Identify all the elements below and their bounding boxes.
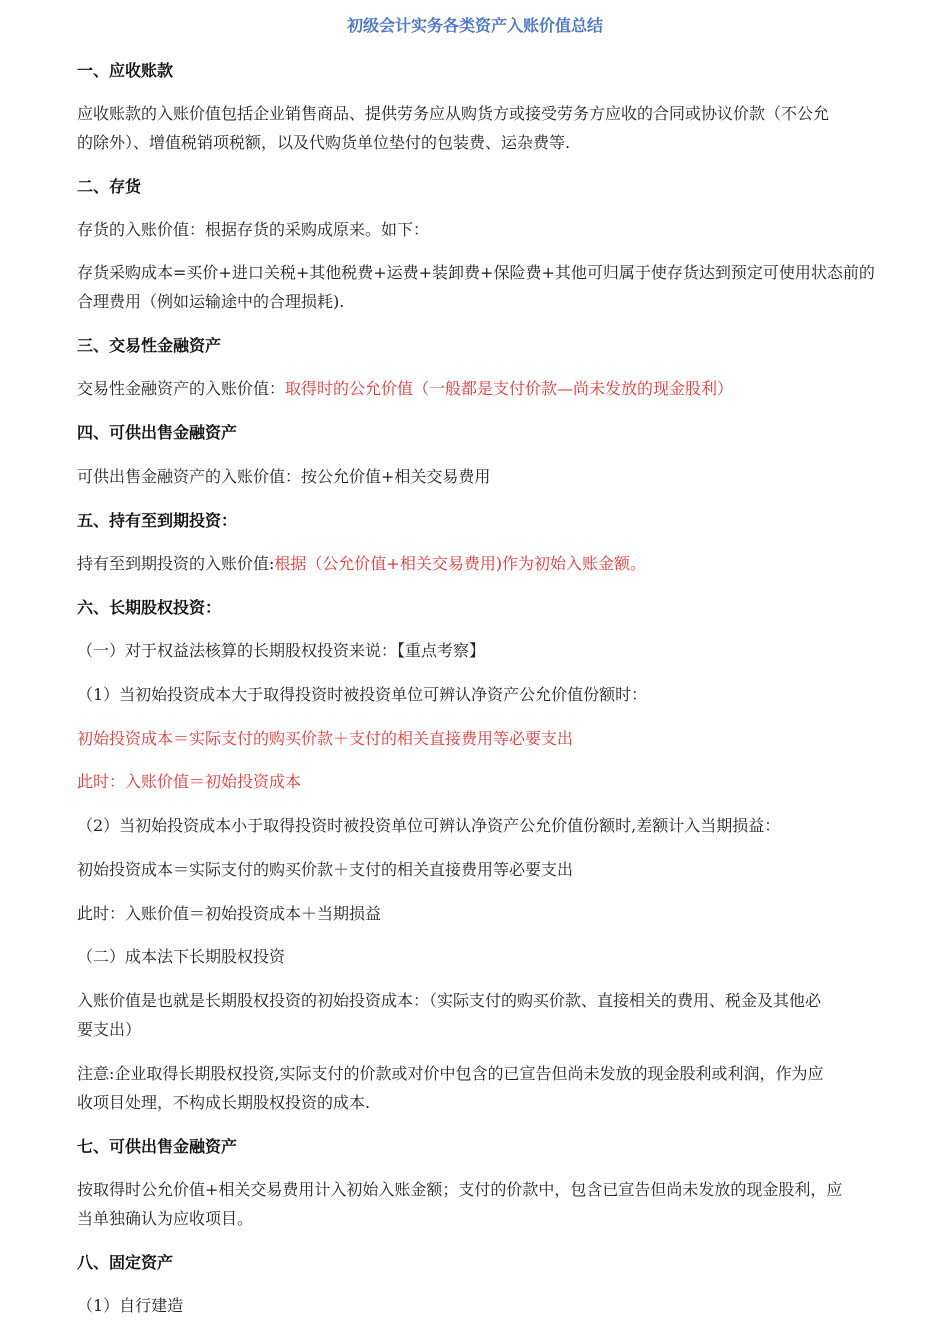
paragraph-line: （1）当初始投资成本大于取得投资时被投资单位可辨认净资产公允价值份额时： (77, 685, 648, 704)
text-normal: 持有至到期投资的入账价值: (77, 554, 275, 573)
formula-line: 初始投资成本＝实际支付的购买价款＋支付的相关直接费用等必要支出 (77, 860, 574, 879)
section-heading-fixed-assets: 八、固定资产 (77, 1253, 174, 1272)
paragraph-line: 合理费用（例如运输途中的合理损耗). (77, 292, 345, 311)
section-heading-long-term-equity: 六、长期股权投资： (77, 598, 222, 617)
paragraph-line: 应收账款的入账价值包括企业销售商品、提供劳务应从购货方或接受劳务方应收的合同或协议价款（不公允 (77, 104, 830, 123)
section-heading-available-for-sale-2: 七、可供出售金融资产 (77, 1137, 238, 1156)
paragraph-line (77, 549, 877, 578)
subheading-self-construction: （1）自行建造 (77, 1296, 184, 1315)
document-title: 初级会计实务各类资产入账价值总结 (346, 16, 603, 35)
paragraph-line: 的除外）、增值税销项税额，以及代购货单位垫付的包装费、运杂费等. (77, 133, 571, 152)
note-line: 收项目处理，不构成长期股权投资的成本. (77, 1093, 371, 1112)
text-normal: 交易性金融资产的入账价值： (77, 379, 286, 398)
section-heading-available-for-sale: 四、可供出售金融资产 (77, 423, 238, 442)
section-heading-accounts-receivable: 一、应收账款 (77, 61, 174, 80)
note-line: 注意:企业取得长期股权投资,实际支付的价款或对价中包含的已宣告但尚未发放的现金股利或利润，作为应 (77, 1064, 824, 1083)
section-heading-inventory: 二、存货 (77, 177, 142, 196)
paragraph-line: 要支出） (77, 1020, 142, 1039)
text-highlight: 根据（公允价值+相关交易费用)作为初始入账金额。 (274, 554, 647, 573)
formula-highlight: 此时：入账价值＝初始投资成本 (77, 772, 302, 791)
subheading-equity-method: （一）对于权益法核算的长期股权投资来说：【重点考察】 (77, 641, 486, 660)
text-highlight: 取得时的公允价值（一般都是支付价款—尚未发放的现金股利） (285, 379, 734, 398)
paragraph-line: 可供出售金融资产的入账价值：按公允价值+相关交易费用 (77, 467, 491, 486)
paragraph-line: 入账价值是也就是长期股权投资的初始投资成本：（实际支付的购买价款、直接相关的费用、税金及其他必 (77, 991, 822, 1010)
paragraph-line: （2）当初始投资成本小于取得投资时被投资单位可辨认净资产公允价值份额时,差额计入当期损益： (77, 816, 781, 835)
section-heading-trading-financial-assets: 三、交易性金融资产 (77, 336, 222, 355)
paragraph-line: 存货的入账价值：根据存货的采购成原来。如下： (77, 220, 430, 239)
paragraph-line: 当单独确认为应收项目。 (77, 1209, 254, 1228)
paragraph-line (77, 374, 877, 403)
paragraph-line: 存货采购成本=买价+进口关税+其他税费+运费+装卸费+保险费+其他可归属于使存货达到预定可使用状态前的 (77, 263, 875, 282)
section-heading-held-to-maturity: 五、持有至到期投资： (77, 511, 238, 530)
subheading-cost-method: （二）成本法下长期股权投资 (77, 947, 286, 966)
formula-line: 此时：入账价值＝初始投资成本＋当期损益 (77, 904, 382, 923)
paragraph-line: 按取得时公允价值+相关交易费用计入初始入账金额；支付的价款中，包含已宣告但尚未发放的现金股利，应 (77, 1180, 843, 1199)
formula-highlight: 初始投资成本＝实际支付的购买价款＋支付的相关直接费用等必要支出 (77, 729, 574, 748)
